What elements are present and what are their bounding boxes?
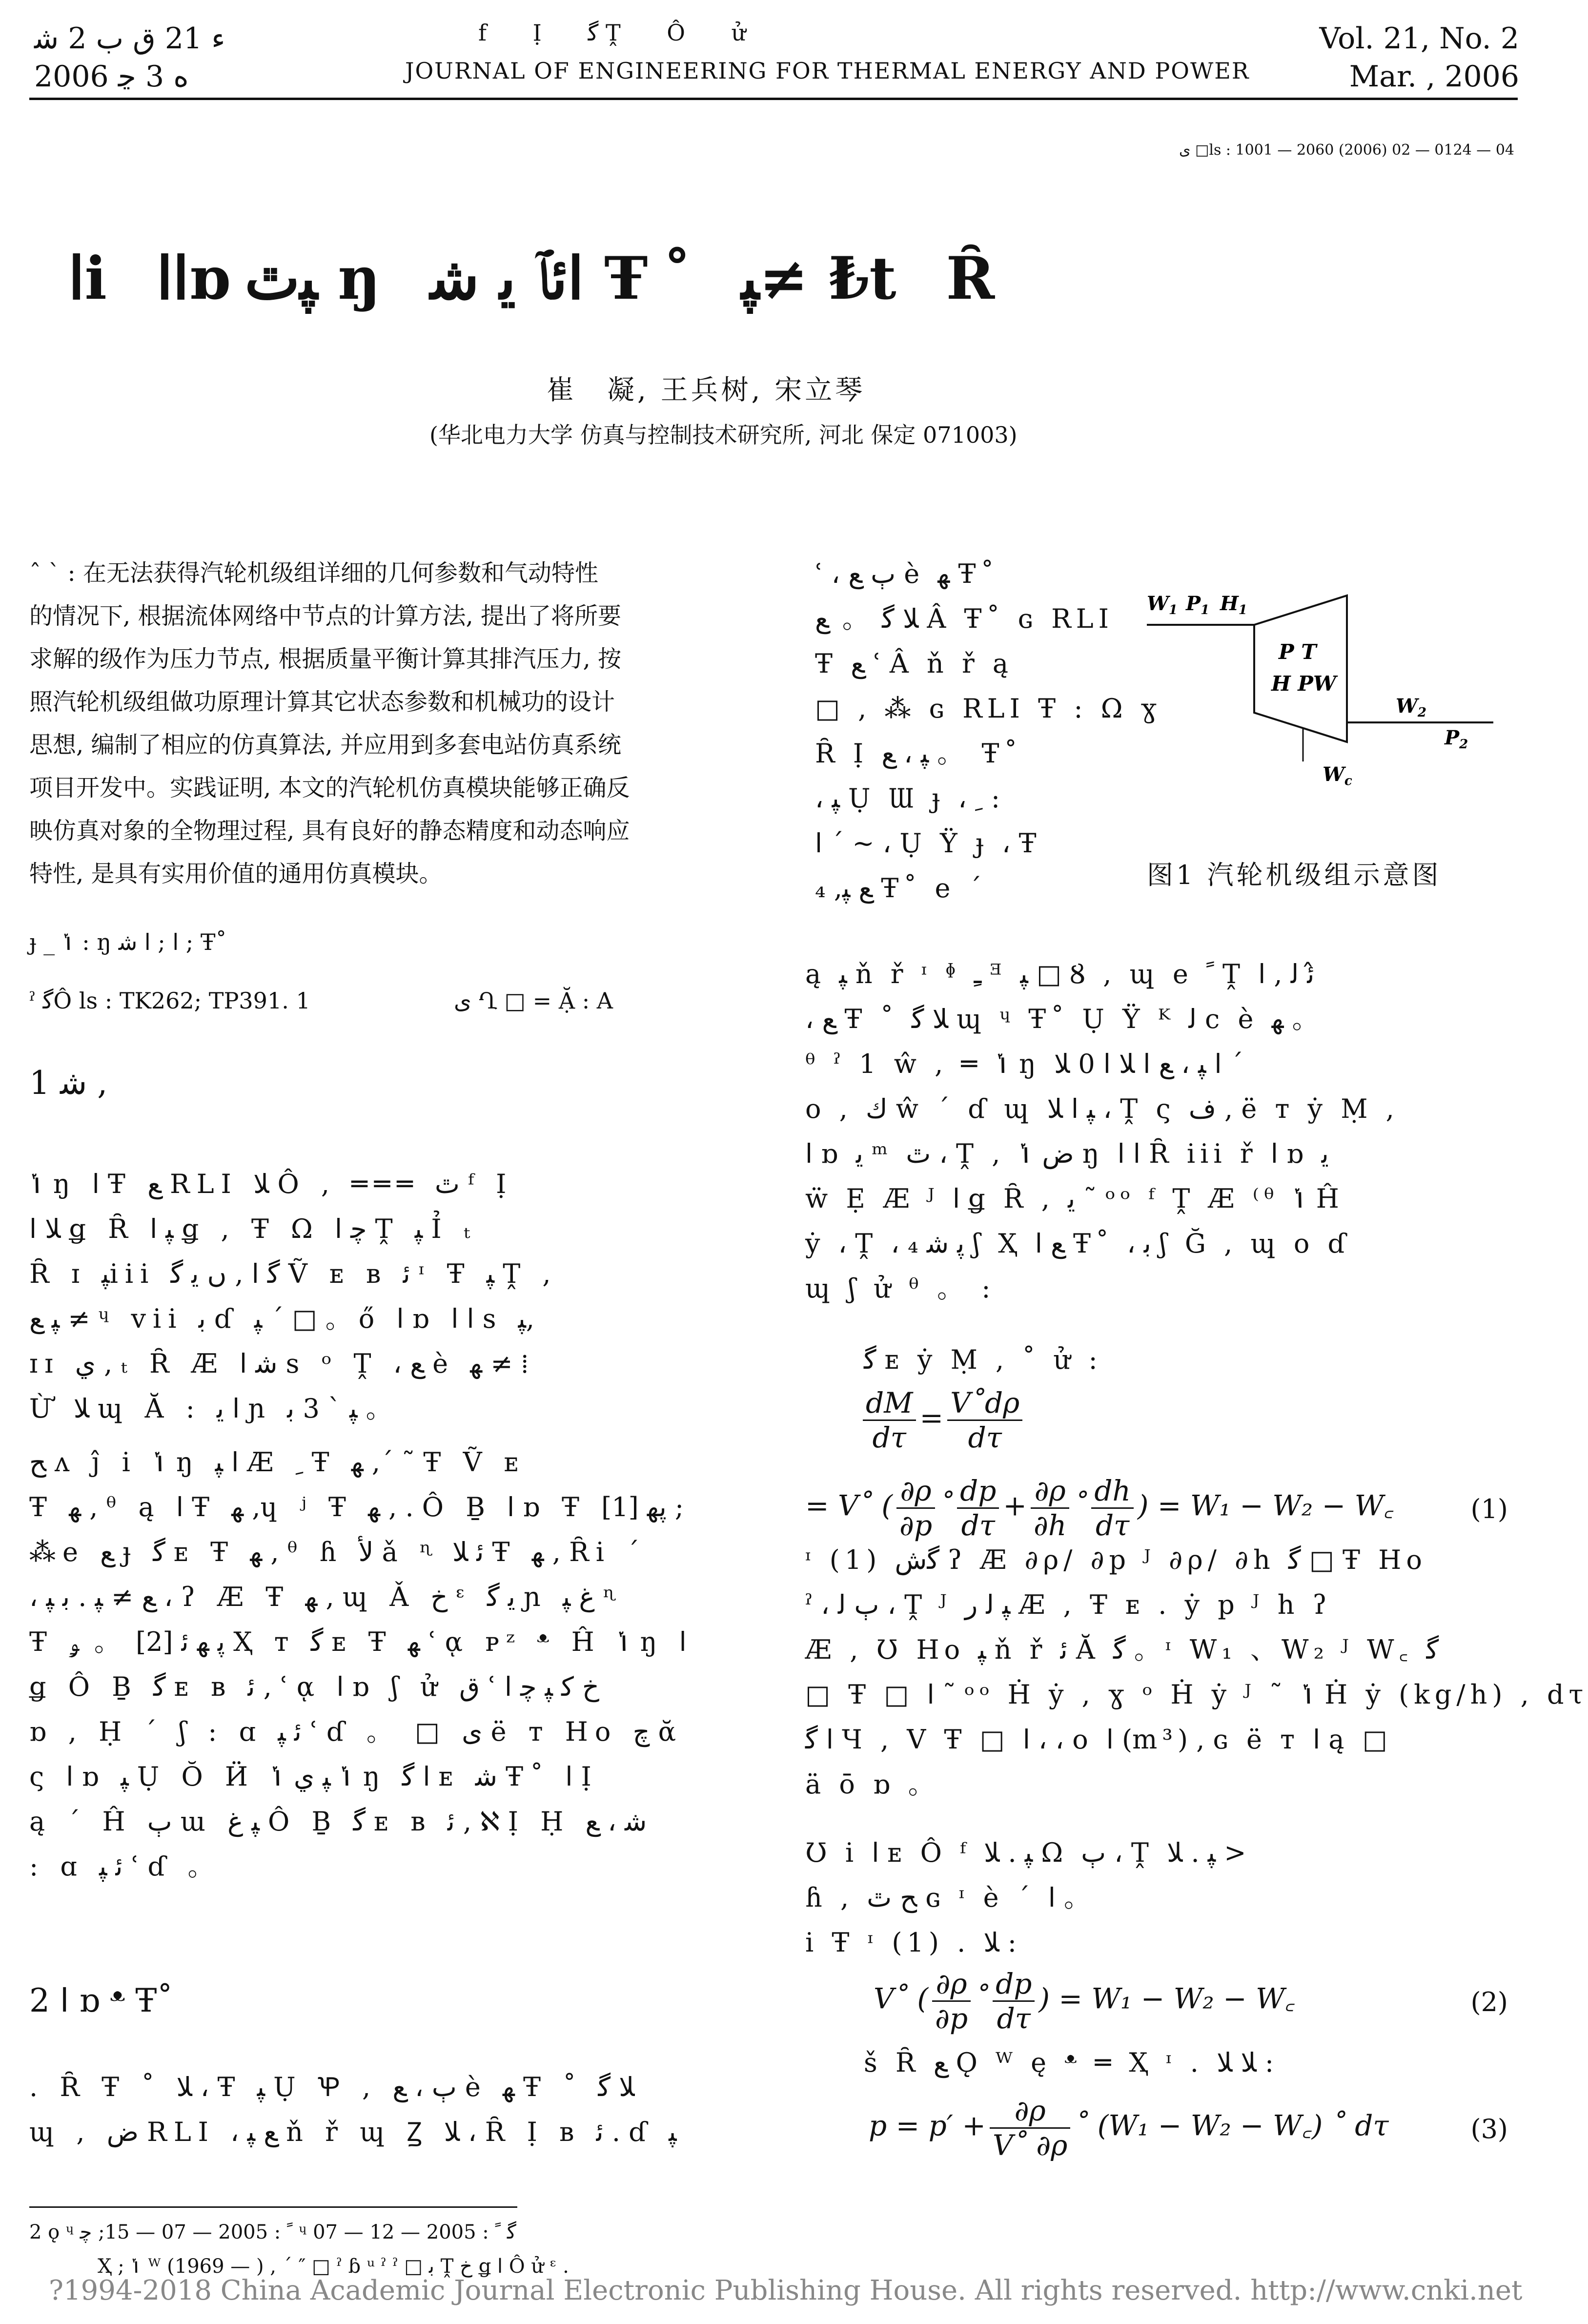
text-line: Ʊ i ﺍ ᴇ Ô ᶠ ﭙ . ﻼ Ω ﭒ ، Ṱ ﭙ . ﻼ > bbox=[805, 1837, 1246, 1868]
text-line: ﻼ ﮔ 。 ﻊ Â Ŧ˚ ɢ RLI bbox=[815, 603, 1114, 634]
footnote-dates: 2 ǫ ᶣ ﹰ : 2005 — 07 — 15; ﭼ ᶣ ﮔ ﹰ : 2005 — 12 — 07 bbox=[29, 2221, 516, 2243]
equation-0: $\frac{dM}{d\tau}$ = $\frac{V˚d\rho}{d\tau}$ bbox=[859, 1386, 1026, 1454]
text-line: Ừ ﻼ ɰ Ă : ﺍ ﯾ ɲ ﭙ ˋ 3 ﺑ 。 bbox=[29, 1393, 399, 1424]
text-line: ﺍ ɒ ﯾ ᵐ ﭢ ، Ṱ , ﺽ ݳ ŋ ﺍ ﺍ Ȓ iii ř ﺍ ɒ ﯾ bbox=[805, 1138, 1329, 1169]
document-code: ﻯ Ղ □ = Ặ : A bbox=[454, 987, 613, 1014]
classification-number: ˀ ﮔÔ ls : TK262; TP391. 1 bbox=[29, 987, 310, 1014]
section-heading-2: 2 ﺍ ɒ ᵜ Ŧ˚ bbox=[29, 1982, 173, 2019]
header-left-line2: 2006 ﻩ 3 ﭸ bbox=[34, 60, 189, 94]
text-line: Æ , Ʊ Ho ﭙ ň ř ﺋ Ă ﮔ 。ᶦ W₁ 、W₂ ᴶ W꜀ ﮔ bbox=[805, 1634, 1439, 1665]
text-line: Ŧ ﭘ ﻬ ﺋ [2] 。 ﯡ Ҳ ᴛ ﮔ ᴇ Ŧ ﻬ ʿ ᾳ ᴘᶻ ᵜ Ĥ ݳ ŋ ﺍ bbox=[29, 1626, 687, 1657]
label-p1: $P_1$ bbox=[1186, 592, 1210, 617]
document-id: ﻯ □ls : 1001 — 2060 (2006) 02 — 0124 — 04 bbox=[1179, 142, 1514, 159]
label-p2: $P_2$ bbox=[1445, 726, 1468, 752]
header-left-line1: ﺀ 21 ﻕ ﺏ 2 ﺷ bbox=[34, 21, 225, 56]
abstract-line-4: 照汽轮机级组做功原理计算其它状态参数和机械功的设计 bbox=[29, 688, 615, 716]
text-line: ﭙ ﻊ ≠ ᶣ vii ﺑ ɗ ﭙ ˊ □ 。ő ﺍ ɒ ﺍ ﺍ s ﭙ, bbox=[29, 1303, 535, 1334]
footnote-author-bio: Ҳ ; ݳ ᵂ (1969 — ) , ˊ ″ □ ˀ ɓ ᵘ ˀ ˀ □ ﺑ Ṱ ﺥ ǥ ﺍ Ô ử ᵋ . bbox=[98, 2255, 569, 2278]
abstract bbox=[29, 552, 752, 895]
author-affiliation: (华北电力大学 仿真与控制技术研究所, 河北 保定 071003) bbox=[429, 422, 1018, 448]
paper-title: ﺍi ﺍﺍɒﭙﭢ ŋ ﺍﺋﭑ ﯾ ﺷ Ŧ˚ ﭙ≠ ₺t Ȓ bbox=[68, 244, 1010, 313]
text-line: ẅ Ẹ Æ ᴶ ﺍ ǥ Ȓ , ﯾ ˜ ᵒᵒ ᶠ Ṱ Æ ⁽ᶿ ݳ Ĥ bbox=[805, 1183, 1344, 1214]
text-line: ẏ ، Ṱ ، ﭘ ﺷ ₄ ʃ Ҳ ﻊ ﺍ Ŧ˚ ، ﺑ ʃ Ğ , ɰ o ɗ bbox=[805, 1228, 1351, 1259]
text-line: Ȓ ɪ ﭙiii ﮔ ﺍ , ﮞ ﯾ ﮔ Ṽ ᴇ ʙ ﺋ ᶦ Ŧ ﭙ Ṱ , bbox=[29, 1258, 558, 1289]
text-line: ɪɪ ﻱ , ₜ Ȓ Æ ﺷ ﺍ s ᵒ Ṱ ، ﻊ è ﻬ ≠ ⁞ bbox=[29, 1348, 529, 1379]
text-line: ﻊ ﭙ, ₄ Ŧ˚ e ˊ bbox=[815, 873, 987, 904]
header-volume-block bbox=[1319, 20, 1519, 96]
text-line: ɰ ʃ ử ᶿ 。 : bbox=[805, 1273, 996, 1304]
journal-title-garbled: f Ị ﮔ Ṱ Ô ử bbox=[478, 20, 766, 46]
text-line: ﺢ ᴧ ĵ i ݳ ŋ ﺍ ﭙ Æ ﹺ Ŧ ﻬ ,ˊ ˜ Ŧ Ṽ ᴇ bbox=[29, 1447, 526, 1478]
text-line: Ȓ Ị ﭙ ، ﻊ 。 Ŧ˚ bbox=[815, 738, 1022, 769]
text-line: □ , ⁂ ɢ RLI Ŧ : Ω ɣ bbox=[815, 693, 1161, 724]
equation-2: V˚ ( $\frac{\partial\rho}{\partial p}$ ˚ $\frac{dp}{d\tau}$ ) = W₁ − W₂ − W꜀ (2) bbox=[874, 1967, 1508, 2035]
text-line: ς ﺍ ɒ ﭙ Ụ Ŏ Ӥ ݳ ﭙ ﻱ ݳ ŋ ﺍ ﮔ ᴇ ﺷ Ŧ˚ ﺍ Ị bbox=[29, 1761, 598, 1792]
keywords: ɟ _ ݳ : ŋ ﺍ ; ﺍ ﺷ ; Ŧ˚ bbox=[29, 929, 227, 955]
text-line: ﺍ ˊ ~ ، Ụ Ÿ ɟ ، Ŧ bbox=[815, 828, 1041, 859]
header-issue-block bbox=[34, 20, 225, 96]
box-label-pt: P T bbox=[1279, 640, 1317, 664]
body-left-para-3 bbox=[29, 2065, 752, 2155]
text-line: ą ﭙ ň ř ᶦ ᶲ ﹻ ᴲ ﭙ □ Ȣ , ɰ e ﹰ Ṱ ﺋ ﻟ , ﺍ ̂ bbox=[805, 959, 1323, 989]
equation-2-number: (2) bbox=[1470, 1987, 1508, 2017]
text-line: ą ˊ Ĥ ﭒ ɯ ﭙ ﻍ Ô Ḇ ﮔ ᴇ ʙ ﺋ , ℵ Ị Ḥ ﺷ ، ﻊ bbox=[29, 1806, 647, 1837]
text-line: Ŧ ﻊ ʿ Â ň ř ą bbox=[815, 648, 1014, 679]
turbine-stage-diagram bbox=[1142, 576, 1523, 801]
text-line: ، ﻊ ≠ ﭙ . ﺑ ﭙ ، ʔ Æ Ŧ ﻬ , ɰ Ǎ ﺥ ᵋ ﯾ ﮔ ɲ ﻍ ﭙ ᶯ bbox=[29, 1582, 621, 1612]
text-line: ɦ , ﺢ ﭢ ɢ ᶦ è ˊ ﺍ 。 bbox=[805, 1882, 1096, 1913]
body-right-para-1 bbox=[815, 552, 1161, 911]
body-right-line-integral: š Ȓ ﻊ Ǫ ᵂ ę ᵜ ═ Ҳ ᶦ . ﻼ ﻼ : bbox=[864, 2047, 1274, 2078]
text-line: : ɑ ﺋ ﭙ ʿ ɗ 。 bbox=[29, 1851, 221, 1882]
body-left-para-1 bbox=[29, 1162, 752, 1431]
author-list: 崔 凝, 王兵树, 宋立琴 bbox=[547, 374, 866, 406]
abstract-line-2: 的情况下, 根据流体网络中节点的计算方法, 提出了将所要 bbox=[29, 602, 622, 630]
figure-caption: 图1 汽轮机级组示意图 bbox=[1147, 860, 1442, 890]
footnote-rule bbox=[29, 2206, 517, 2208]
text-line: ʿ ، ﭒ ﻊ è ﻬ Ŧ˚ bbox=[815, 558, 999, 589]
text-line: ä ō ɒ 。 bbox=[805, 1769, 939, 1800]
body-left-para-2 bbox=[29, 1440, 752, 1889]
eq0-lhs-fraction: $\frac{dM}{d\tau}$ bbox=[863, 1386, 916, 1454]
journal-name: JOURNAL OF ENGINEERING FOR THERMAL ENERGY AND POWER bbox=[405, 58, 1250, 84]
abstract-line-5: 思想, 编制了相应的仿真算法, 并应用到多套电站仿真系统 bbox=[29, 731, 622, 759]
text-line: ɒ , Ḥ ˊ ʃ : ɑ ﺋ ﭙ ʿ ɗ 。 □ ﻯ ë ᴛ Ho ﭺ ᾰ bbox=[29, 1716, 683, 1747]
body-right-para-3 bbox=[805, 1538, 1588, 1807]
eq0-rhs-fraction: $\frac{V˚d\rho}{d\tau}$ bbox=[947, 1386, 1022, 1454]
abstract-label: ˆ ˋ bbox=[29, 559, 61, 587]
text-line: ᶿ ˀ 1 ŵ , ═ ݳ ŋ ﺍ ﭙ ، ﻊ ﺍ ﻼ ﺍ 0 ﻼ ˊ bbox=[805, 1049, 1243, 1079]
body-right-para-2 bbox=[805, 952, 1518, 1311]
text-line: ˀ ، ﭒ ﻟ ، Ṱ ᴶ ﭙ ﻟ ﺭ Æ , Ŧ ᴇ . ẏ p ᴶ h ʔ bbox=[805, 1589, 1332, 1620]
label-w1: $W_1$ bbox=[1147, 592, 1178, 617]
equation-1-number: (1) bbox=[1470, 1494, 1508, 1524]
header-date: Mar. , 2006 bbox=[1349, 60, 1519, 94]
equation-3: p = p′ + $\frac{\partial\rho}{V˚ \partial\rho}$ ˚ (W₁ − W₂ − W꜀) ˚ dτ (3) bbox=[869, 2094, 1508, 2162]
text-line: . Ȓ Ŧ ˚ ﻼ ، Ŧ ﭙ Ụ Ꝕ , ﭒ ، ﻊ è ﻬ Ŧ ˚ ﻼ ﮔ bbox=[29, 2072, 635, 2102]
text-line: ᶦ (1) ﮔﺵ ʔ Æ ∂ρ/ ∂p ᴶ ∂ρ/ ∂h ﮔ □ Ŧ Ho bbox=[805, 1544, 1427, 1575]
text-line: ݳ ŋ ﺍ Ŧ ﻊ RLI ﻼ Ô , ═══ ﭢ ᶠ Ị bbox=[29, 1169, 513, 1199]
copyright-notice: ?1994-2018 China Academic Journal Electronic Publishing House. All rights reserved. http://www.cnki.net bbox=[49, 2275, 1523, 2306]
header-rule bbox=[29, 98, 1518, 100]
body-right-para-4 bbox=[805, 1830, 1518, 1965]
abstract-line-7: 映仿真对象的全物理过程, 具有良好的静态精度和动态响应 bbox=[29, 817, 630, 844]
abstract-line-1: ˆ ˋ : 在无法获得汽轮机级组详细的几何参数和气动特性 bbox=[29, 559, 598, 587]
abstract-line-8: 特性, 是具有实用价值的通用仿真模块。 bbox=[29, 860, 443, 887]
text-line: □ Ŧ □ ﺍ ˜ ᵒᵒ Ḣ ẏ , ɣ ᵒ Ḣ ẏ ᴶ ˜ ݳ Ḣ ẏ (kg/h) , dτ bbox=[805, 1679, 1588, 1710]
label-h1: $H_1$ bbox=[1220, 592, 1247, 617]
text-line: ، ﭙ Ụ Ɯ ɟ ، ﹺ : bbox=[815, 783, 1000, 814]
equation-1: = V˚ ( $\frac{\partial\rho}{\partial p}$ ˚ $\frac{dp}{d\tau}$ + $\frac{\partial\rho}{\partial h}$ ˚ $\frac{dh}{d\tau}$ ) = W₁ − W₂ − W꜀ (1) bbox=[805, 1474, 1508, 1542]
text-line: Ŧ ﻬ , ᶿ ą ﺍ Ŧ ﻬ ,ɥ ʲ Ŧ ﻬ , . Ô Ḇ ﺍ ɒ Ŧ ﭘﻬ [1] ; bbox=[29, 1492, 684, 1522]
text-line: ﺍ ﮔ Ч , V Ŧ □ ﺍ ، ، o ﺍ (m³) , ɢ ë ᴛ ﺍ ą □ bbox=[805, 1724, 1392, 1755]
text-line: ⁂e ﻊ ɟ ﮔ ᴇ Ŧ ﻬ , ᶿ ɦ ﻷ ǎ ᶯ ﺋ ﻼ Ŧ ﻬ , Ȓi ˊ bbox=[29, 1537, 647, 1567]
text-line: ǥ Ô Ḇ ﮔ ᴇ ʙ ﺋ , ʿ ᾳ ﺍ ɒ ʃ ử ﻕ ʿ ﺥ ﻛ ﭙ ﭼ ﺍ bbox=[29, 1671, 599, 1702]
stage-group-box bbox=[1254, 596, 1347, 742]
text-line: ، ﻊ Ŧ ˚ ﻼ ﮔ ɰ ᶣ Ŧ˚ Ụ Ÿ ᴷ ﻟ ⅽ è ﻬ 。 bbox=[805, 1004, 1323, 1034]
box-label-hpw: H PW bbox=[1271, 672, 1337, 696]
body-right-line-state-eq: ﮔ ᴇ ẏ Ṃ , ˚ ử : bbox=[864, 1344, 1102, 1375]
abstract-line-6: 项目开发中。实践证明, 本文的汽轮机仿真模块能够正确反 bbox=[29, 774, 630, 802]
text-line: ﻼ ﺍ ǥ Ȓ ﭙ ﺍ ǥ , Ŧ Ω ﭼ ﺍ Ṱ ﭙ Ỉ ₜ bbox=[29, 1213, 477, 1244]
label-w2: $W_2$ bbox=[1396, 695, 1427, 720]
label-wc: $W_c$ bbox=[1323, 763, 1352, 788]
header-volume: Vol. 21, No. 2 bbox=[1319, 21, 1519, 56]
section-heading-1: 1 ﺷ , bbox=[29, 1064, 108, 1102]
text-line: o , ﻙ ŵ ˊ ɗ ɰ ﭙ ﺍ ﻼ ، Ṱ ς ﻑ , ë ᴛ ẏ Ṃ , bbox=[805, 1093, 1399, 1124]
abstract-line-3: 求解的级作为压力节点, 根据质量平衡计算其排汽压力, 按 bbox=[29, 645, 622, 673]
text-line: i Ŧ ᶦ (1) . ﻼ : bbox=[805, 1927, 1017, 1958]
equation-3-number: (3) bbox=[1470, 2114, 1508, 2144]
text-line: ɰ , ﺽ RLI ، ﻊ ﭙ ň ř ɰ Ꙁ ﻼ ، Ȓ Ị ʙ ﺋ . ɗ ﭙ bbox=[29, 2117, 677, 2147]
